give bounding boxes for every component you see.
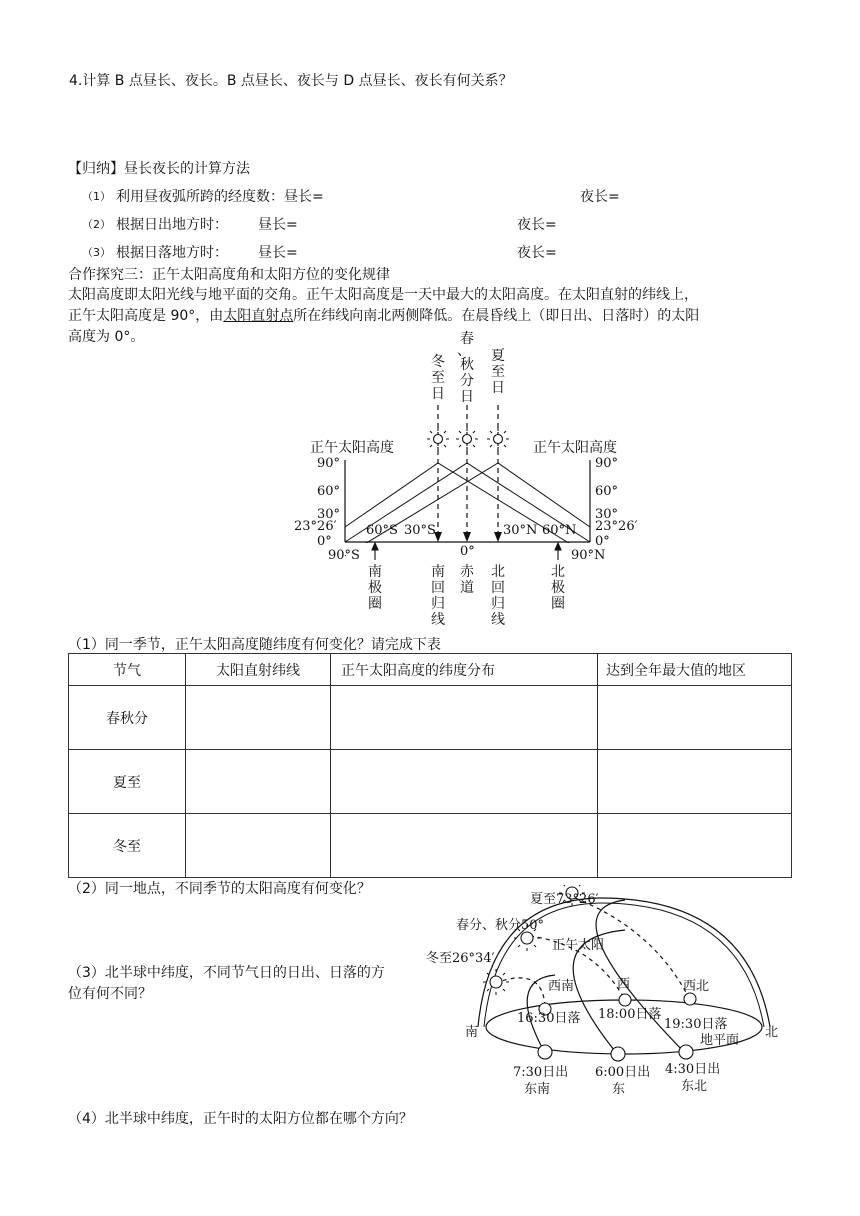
svg-text:归: 归	[431, 596, 445, 612]
method-1-night: 夜长=	[580, 189, 620, 205]
question-3-line-2: 位有何不同？	[68, 986, 152, 1002]
svg-text:16:30日落: 16:30日落	[517, 1011, 581, 1026]
method-2-text: 根据日出地方时：	[116, 217, 228, 233]
svg-text:北: 北	[765, 1025, 779, 1040]
svg-text:4:30日出: 4:30日出	[665, 1062, 721, 1077]
table-row	[69, 750, 792, 814]
svg-text:东南: 东南	[524, 1082, 551, 1097]
svg-text:60°S: 60°S	[366, 523, 398, 538]
svg-text:0°: 0°	[460, 544, 475, 559]
table-header-row	[69, 654, 792, 686]
label-tropic-cancer	[491, 564, 505, 628]
svg-text:极: 极	[368, 580, 382, 596]
svg-text:60°: 60°	[317, 484, 341, 499]
sun-path-diagram	[418, 885, 790, 1097]
svg-text:南: 南	[431, 564, 445, 580]
label-summer-solstice	[491, 348, 505, 396]
left-axis-title: 正午太阳高度	[310, 440, 394, 456]
right-ticks	[595, 456, 638, 549]
svg-text:西北: 西北	[683, 979, 710, 994]
svg-text:秋: 秋	[460, 357, 474, 373]
answer-cell[interactable]	[331, 686, 598, 750]
svg-text:6:00日出: 6:00日出	[595, 1065, 651, 1080]
svg-text:90°S: 90°S	[328, 548, 360, 563]
label-equinox	[457, 331, 474, 405]
svg-text:西: 西	[617, 977, 631, 992]
row-label: 春秋分	[69, 686, 186, 750]
svg-text:日: 日	[431, 386, 445, 402]
svg-text:归: 归	[491, 596, 505, 612]
svg-text:18:00日落: 18:00日落	[598, 1007, 662, 1022]
label-winter-solstice	[431, 354, 445, 402]
svg-text:23°26′: 23°26′	[294, 519, 337, 534]
method-2-night: 夜长=	[517, 217, 557, 233]
answer-cell[interactable]	[598, 686, 792, 750]
subsolar-point-term: 太阳直射点	[223, 308, 294, 324]
table-row	[69, 686, 792, 750]
svg-text:90°: 90°	[595, 456, 619, 471]
answer-cell[interactable]	[331, 814, 598, 878]
question-2: （2）同一地点，不同季节的太阳高度有何变化？	[68, 881, 371, 897]
svg-text:至: 至	[431, 370, 445, 386]
svg-text:道: 道	[460, 580, 474, 596]
table-header: 节气	[69, 654, 186, 686]
sun-icon	[427, 428, 509, 450]
svg-text:南: 南	[368, 564, 382, 580]
method-2-day: 昼长=	[258, 217, 298, 233]
seasons-table	[68, 653, 792, 878]
svg-text:60°: 60°	[595, 484, 619, 499]
svg-text:30°S: 30°S	[404, 523, 436, 538]
method-2-number: （2）	[82, 218, 111, 231]
question-4b: （4）北半球中纬度，正午时的太阳方位都在哪个方向？	[68, 1111, 413, 1127]
svg-text:西南: 西南	[548, 979, 575, 994]
svg-text:7:30日出: 7:30日出	[513, 1065, 569, 1080]
svg-text:30°: 30°	[317, 507, 341, 522]
method-1-text: 利用昼夜弧所跨的经度数：昼长=	[116, 189, 324, 205]
noon-sun-label: 正午太阳	[552, 938, 605, 953]
svg-text:线: 线	[431, 612, 445, 628]
method-1-number: （1）	[82, 190, 111, 203]
label-arctic-circle	[551, 564, 565, 612]
method-3-number: （3）	[82, 246, 111, 259]
svg-text:60°N: 60°N	[542, 523, 577, 538]
svg-text:、: 、	[457, 343, 471, 359]
row-label: 冬至	[69, 814, 186, 878]
table-header: 太阳直射纬线	[186, 654, 331, 686]
svg-text:地平面: 地平面	[700, 1033, 740, 1048]
equinox-label: 春分、秋分50°	[456, 918, 545, 933]
svg-text:南: 南	[465, 1025, 479, 1040]
svg-text:日: 日	[460, 389, 474, 405]
svg-text:圈: 圈	[551, 596, 565, 612]
svg-text:日: 日	[491, 380, 505, 396]
svg-text:至: 至	[491, 364, 505, 380]
svg-text:30°: 30°	[595, 507, 619, 522]
question-4: 4.计算 B 点昼长、夜长。B 点昼长、夜长与 D 点昼长、夜长有何关系？	[69, 73, 513, 89]
noon-altitude-diagram	[290, 326, 650, 632]
svg-text:线: 线	[491, 612, 505, 628]
svg-text:东北: 东北	[681, 1079, 708, 1094]
label-tropic-capricorn	[431, 563, 445, 628]
answer-cell[interactable]	[598, 814, 792, 878]
winter-label: 冬至26°34′	[426, 951, 495, 966]
svg-text:夏: 夏	[491, 348, 505, 364]
svg-text:北: 北	[551, 564, 565, 580]
svg-text:分: 分	[460, 373, 474, 389]
right-axis-title: 正午太阳高度	[533, 440, 617, 456]
table-header: 达到全年最大值的地区	[598, 654, 792, 686]
svg-text:北: 北	[491, 564, 505, 580]
svg-text:回: 回	[431, 580, 445, 596]
question-3-line-1: （3）北半球中纬度，不同节气日的日出、日落的方	[68, 965, 385, 981]
inquiry-line-3: 高度为 0°。	[68, 329, 145, 345]
inquiry-line-1: 太阳高度即太阳光线与地平面的交角。正午太阳高度是一天中最大的太阳高度。在太阳直射的纬线上，	[68, 287, 698, 303]
label-equator	[460, 563, 475, 596]
svg-text:冬: 冬	[431, 354, 445, 370]
question-1: （1）同一季节，正午太阳高度随纬度有何变化？请完成下表	[68, 637, 441, 653]
svg-text:0°: 0°	[595, 534, 610, 549]
method-3-text: 根据日落地方时：	[116, 245, 228, 261]
svg-text:30°N: 30°N	[503, 523, 538, 538]
table-row	[69, 814, 792, 878]
row-label: 夏至	[69, 750, 186, 814]
svg-text:90°: 90°	[317, 456, 341, 471]
svg-text:0°: 0°	[317, 534, 332, 549]
svg-text:赤: 赤	[460, 564, 474, 580]
svg-text:90°N: 90°N	[571, 548, 606, 563]
svg-text:19:30日落: 19:30日落	[664, 1017, 728, 1032]
svg-text:圈: 圈	[368, 596, 382, 612]
inquiry-title: 合作探究三：正午太阳高度角和太阳方位的变化规律	[68, 267, 390, 283]
answer-cell[interactable]	[331, 750, 598, 814]
answer-cell[interactable]	[186, 750, 331, 814]
svg-text:春: 春	[460, 331, 474, 347]
method-3-day: 昼长=	[258, 245, 298, 261]
inquiry-line-2: 正午太阳高度是 90°，由太阳直射点所在纬线向南北两侧降低。在晨昏线上（即日出、日落时）的太阳	[68, 308, 700, 324]
svg-text:极: 极	[551, 580, 565, 596]
svg-text:回: 回	[491, 580, 505, 596]
svg-text:23°26′: 23°26′	[595, 519, 638, 534]
method-3-night: 夜长=	[517, 245, 557, 261]
answer-cell[interactable]	[186, 814, 331, 878]
answer-cell[interactable]	[598, 750, 792, 814]
svg-text:东: 东	[612, 1082, 626, 1097]
answer-cell[interactable]	[186, 686, 331, 750]
summer-label: 夏至73°26′	[530, 892, 599, 907]
left-ticks	[294, 456, 340, 549]
summary-heading: 【归纳】昼长夜长的计算方法	[68, 161, 250, 177]
label-antarctic-circle	[368, 563, 382, 612]
table-header: 正午太阳高度的纬度分布	[331, 654, 598, 686]
